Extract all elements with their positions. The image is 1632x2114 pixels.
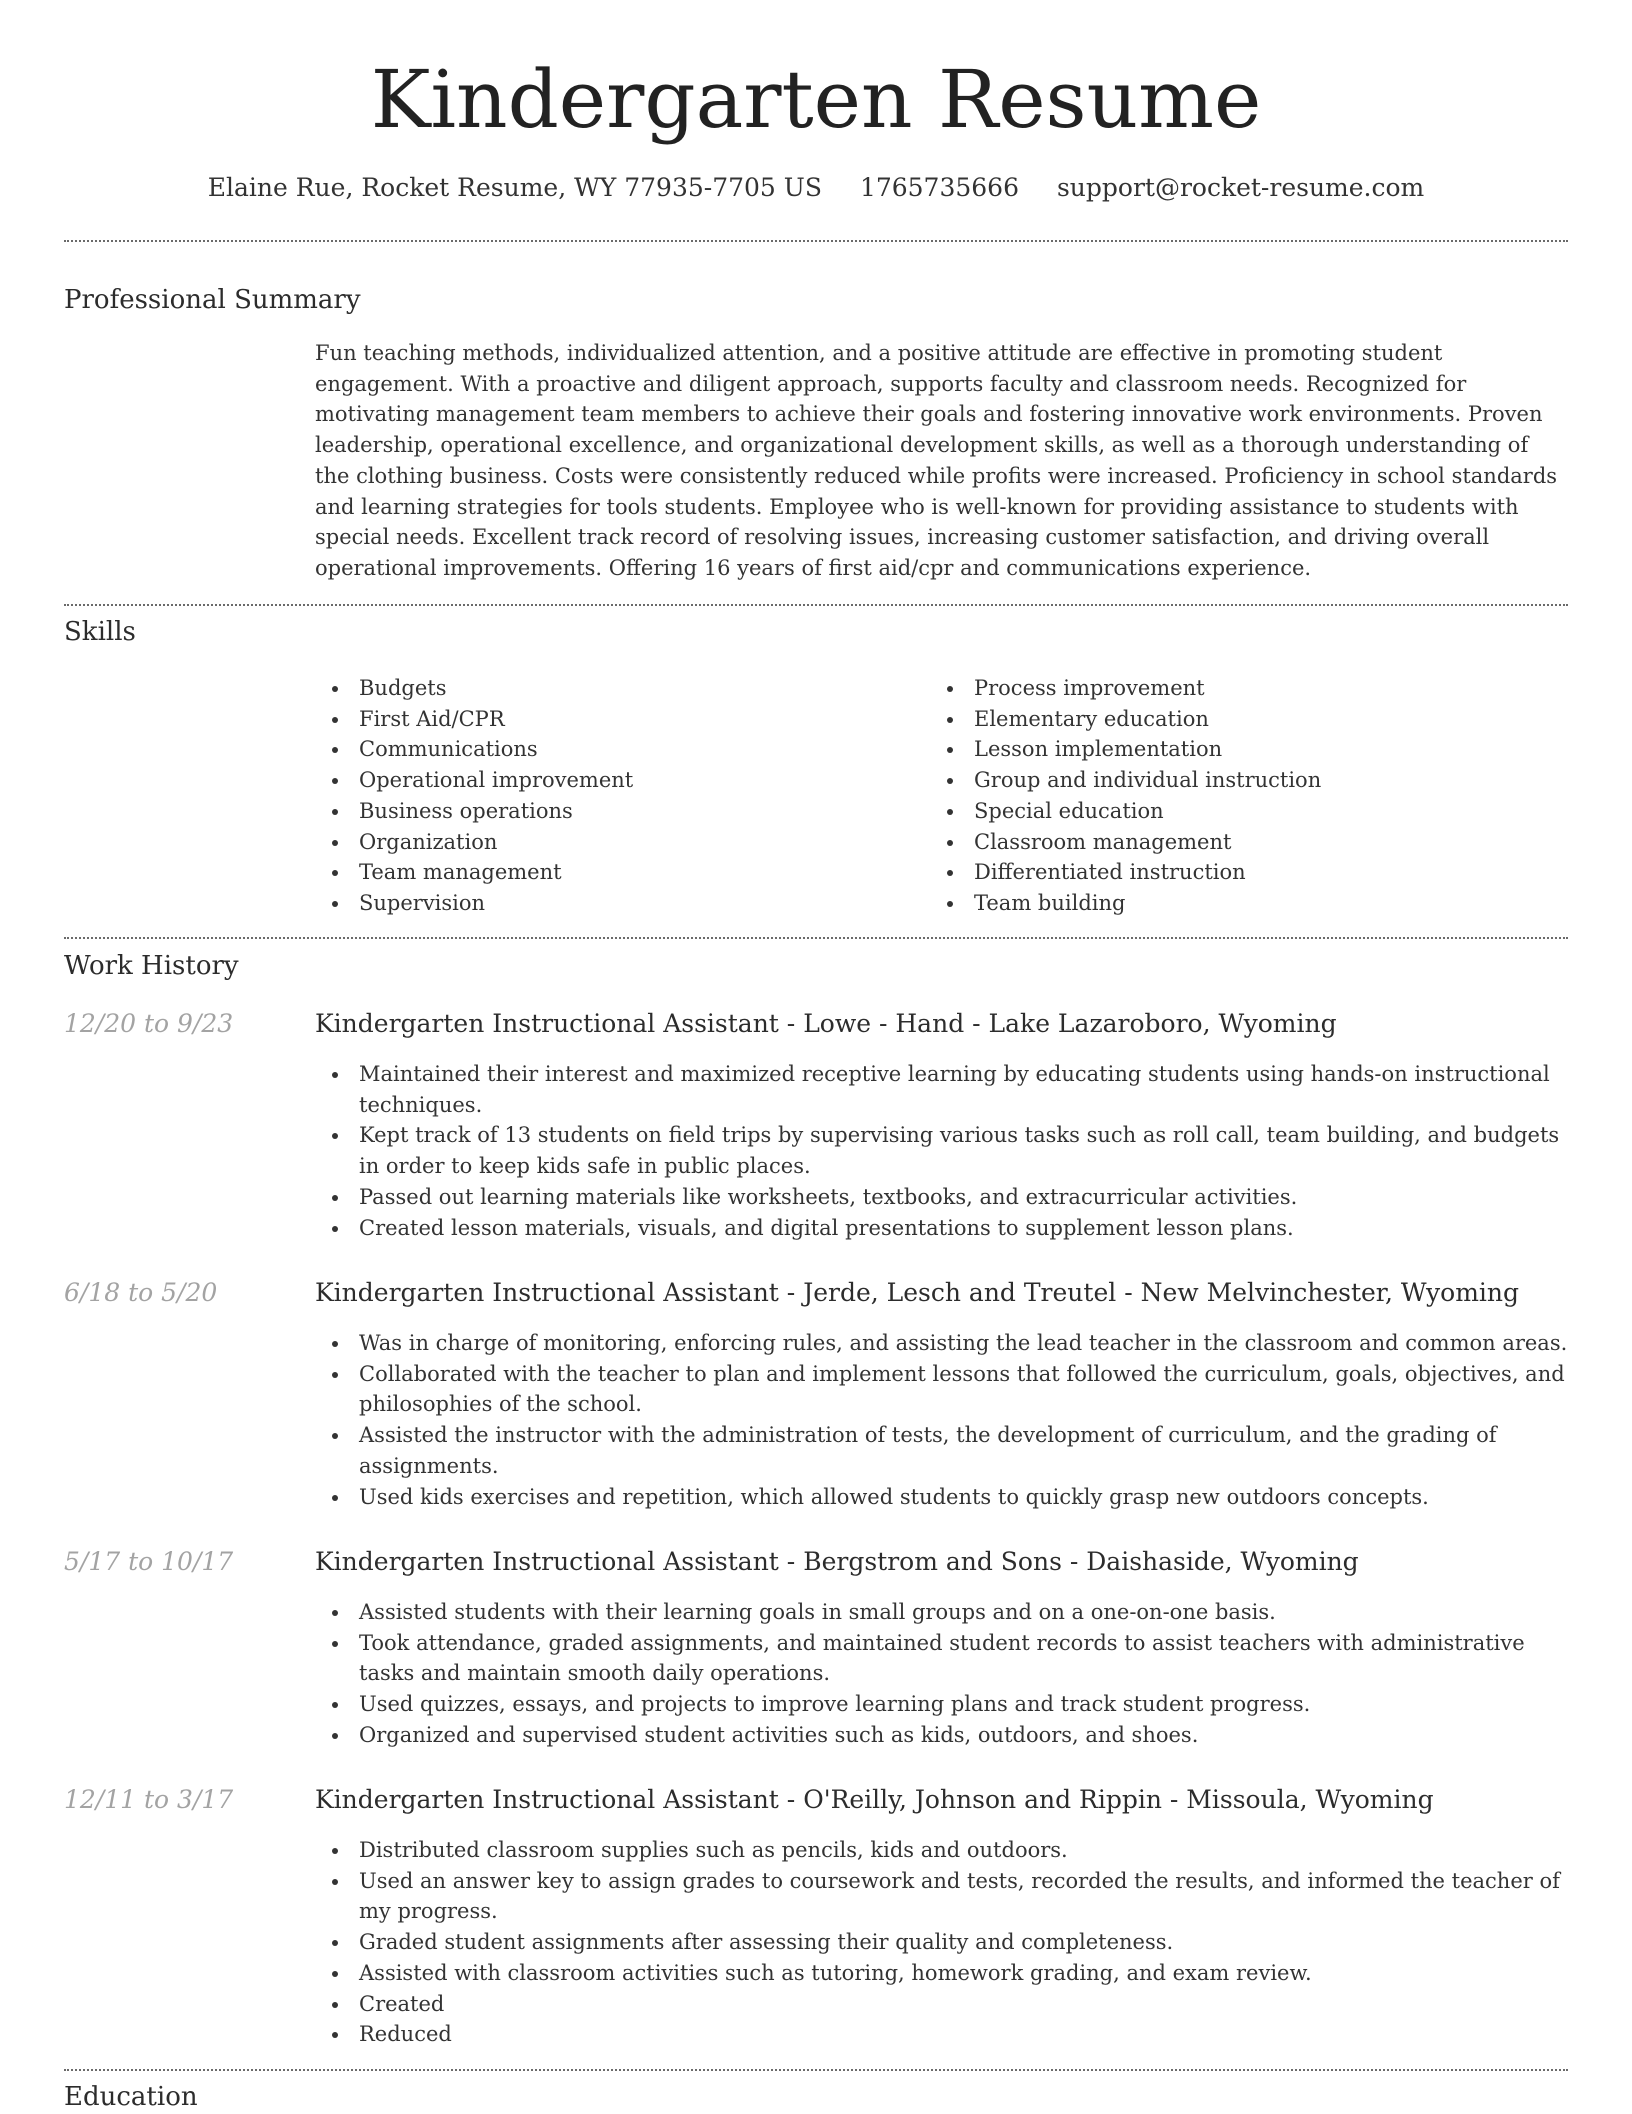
resume-title: Kindergarten Resume bbox=[370, 53, 1262, 146]
skill-item: Business operations bbox=[315, 796, 915, 827]
work-history-heading: Work History bbox=[64, 951, 239, 981]
job-bullet: Assisted the instructor with the administration of tests, the development of curriculum, and the grading of assignments. bbox=[315, 1420, 1568, 1481]
skill-item: Communications bbox=[315, 734, 915, 765]
job-bullet: Was in charge of monitoring, enforcing rules, and assisting the lead teacher in the classroom and common areas. bbox=[315, 1328, 1568, 1359]
skill-item: Budgets bbox=[315, 673, 915, 704]
skills-list-right bbox=[930, 673, 1530, 919]
job-bullet: Kept track of 13 students on field trips by supervising various tasks such as roll call, team building, and budgets in order to keep kids safe in public places. bbox=[315, 1120, 1568, 1181]
job-bullet: Reduced bbox=[315, 2019, 1568, 2050]
job-title: Kindergarten Instructional Assistant - Lowe - Hand - Lake Lazaroboro, Wyoming bbox=[315, 1009, 1337, 1038]
job-bullet: Graded student assignments after assessing their quality and completeness. bbox=[315, 1927, 1568, 1958]
job-bullets bbox=[315, 1597, 1568, 1751]
job-bullet: Assisted students with their learning goals in small groups and on a one-on-one basis. bbox=[315, 1597, 1568, 1628]
skill-item: Team management bbox=[315, 857, 915, 888]
job-bullet: Assisted with classroom activities such as tutoring, homework grading, and exam review. bbox=[315, 1958, 1568, 1989]
skill-item: Team building bbox=[930, 888, 1530, 919]
skill-item: Classroom management bbox=[930, 827, 1530, 858]
job-bullet: Created lesson materials, visuals, and digital presentations to supplement lesson plans. bbox=[315, 1213, 1568, 1244]
contact-email: support@rocket-resume.com bbox=[1056, 173, 1425, 202]
summary-text: Fun teaching methods, individualized attention, and a positive attitude are effective in promoting student engagement. With a proactive and diligent approach, supports faculty and classroom needs. Recognized for motivating management team members to achieve their goals and fostering innovative work environments. Proven leadership, operational excellence, and organizational development skills, as well as a thorough understanding of the clothing business. Costs were consistently reduced while profits were increased. Proficiency in school standards and learning strategies for tools students. Employee who is well-known for providing assistance to students with special needs. Excellent track record of resolving issues, increasing customer satisfaction, and driving overall operational improvements. Offering 16 years of first aid/cpr and communications experience. bbox=[315, 341, 1558, 580]
job-bullet: Collaborated with the teacher to plan and implement lessons that followed the curriculum, goals, objectives, and philosophies of the school. bbox=[315, 1359, 1568, 1420]
skills-heading: Skills bbox=[64, 617, 136, 647]
job-bullet: Maintained their interest and maximized receptive learning by educating students using hands-on instructional techniques. bbox=[315, 1059, 1568, 1120]
job-title: Kindergarten Instructional Assistant - O'Reilly, Johnson and Rippin - Missoula, Wyoming bbox=[315, 1785, 1434, 1814]
divider bbox=[64, 240, 1568, 242]
divider bbox=[64, 2069, 1568, 2071]
job-title: Kindergarten Instructional Assistant - Bergstrom and Sons - Daishaside, Wyoming bbox=[315, 1547, 1359, 1576]
skills-list-left bbox=[315, 673, 915, 919]
job-bullet: Used kids exercises and repetition, which allowed students to quickly grasp new outdoors concepts. bbox=[315, 1482, 1568, 1513]
job-title: Kindergarten Instructional Assistant - Jerde, Lesch and Treutel - New Melvinchester, Wyoming bbox=[315, 1278, 1520, 1307]
job-bullet: Took attendance, graded assignments, and maintained student records to assist teachers with administrative tasks and maintain smooth daily operations. bbox=[315, 1628, 1568, 1689]
summary-heading: Professional Summary bbox=[64, 285, 361, 315]
skill-item: Lesson implementation bbox=[930, 734, 1530, 765]
job-bullet: Used an answer key to assign grades to coursework and tests, recorded the results, and informed the teacher of my progress. bbox=[315, 1866, 1568, 1927]
skill-item: First Aid/CPR bbox=[315, 704, 915, 735]
job-bullet: Created bbox=[315, 1989, 1568, 2020]
job-date: 6/18 to 5/20 bbox=[64, 1278, 218, 1307]
skill-item: Group and individual instruction bbox=[930, 765, 1530, 796]
contact-line bbox=[64, 170, 1568, 206]
job-date: 5/17 to 10/17 bbox=[64, 1547, 234, 1576]
contact-address: Elaine Rue, Rocket Resume, WY 77935-7705 US bbox=[207, 173, 822, 202]
skill-item: Process improvement bbox=[930, 673, 1530, 704]
divider bbox=[64, 937, 1568, 939]
job-bullet: Used quizzes, essays, and projects to improve learning plans and track student progress. bbox=[315, 1689, 1568, 1720]
skill-item: Supervision bbox=[315, 888, 915, 919]
job-bullet: Passed out learning materials like worksheets, textbooks, and extracurricular activities. bbox=[315, 1182, 1568, 1213]
job-bullets bbox=[315, 1835, 1568, 2050]
skill-item: Elementary education bbox=[930, 704, 1530, 735]
skill-item: Organization bbox=[315, 827, 915, 858]
skill-item: Special education bbox=[930, 796, 1530, 827]
job-bullet: Distributed classroom supplies such as pencils, kids and outdoors. bbox=[315, 1835, 1568, 1866]
job-bullet: Organized and supervised student activities such as kids, outdoors, and shoes. bbox=[315, 1720, 1568, 1751]
education-heading: Education bbox=[64, 2082, 198, 2112]
divider bbox=[64, 604, 1568, 606]
skill-item: Differentiated instruction bbox=[930, 857, 1530, 888]
job-date: 12/11 to 3/17 bbox=[64, 1785, 234, 1814]
skill-item: Operational improvement bbox=[315, 765, 915, 796]
job-bullets bbox=[315, 1059, 1568, 1243]
contact-phone: 1765735666 bbox=[859, 173, 1019, 202]
job-bullets bbox=[315, 1328, 1568, 1512]
job-date: 12/20 to 9/23 bbox=[64, 1009, 234, 1038]
